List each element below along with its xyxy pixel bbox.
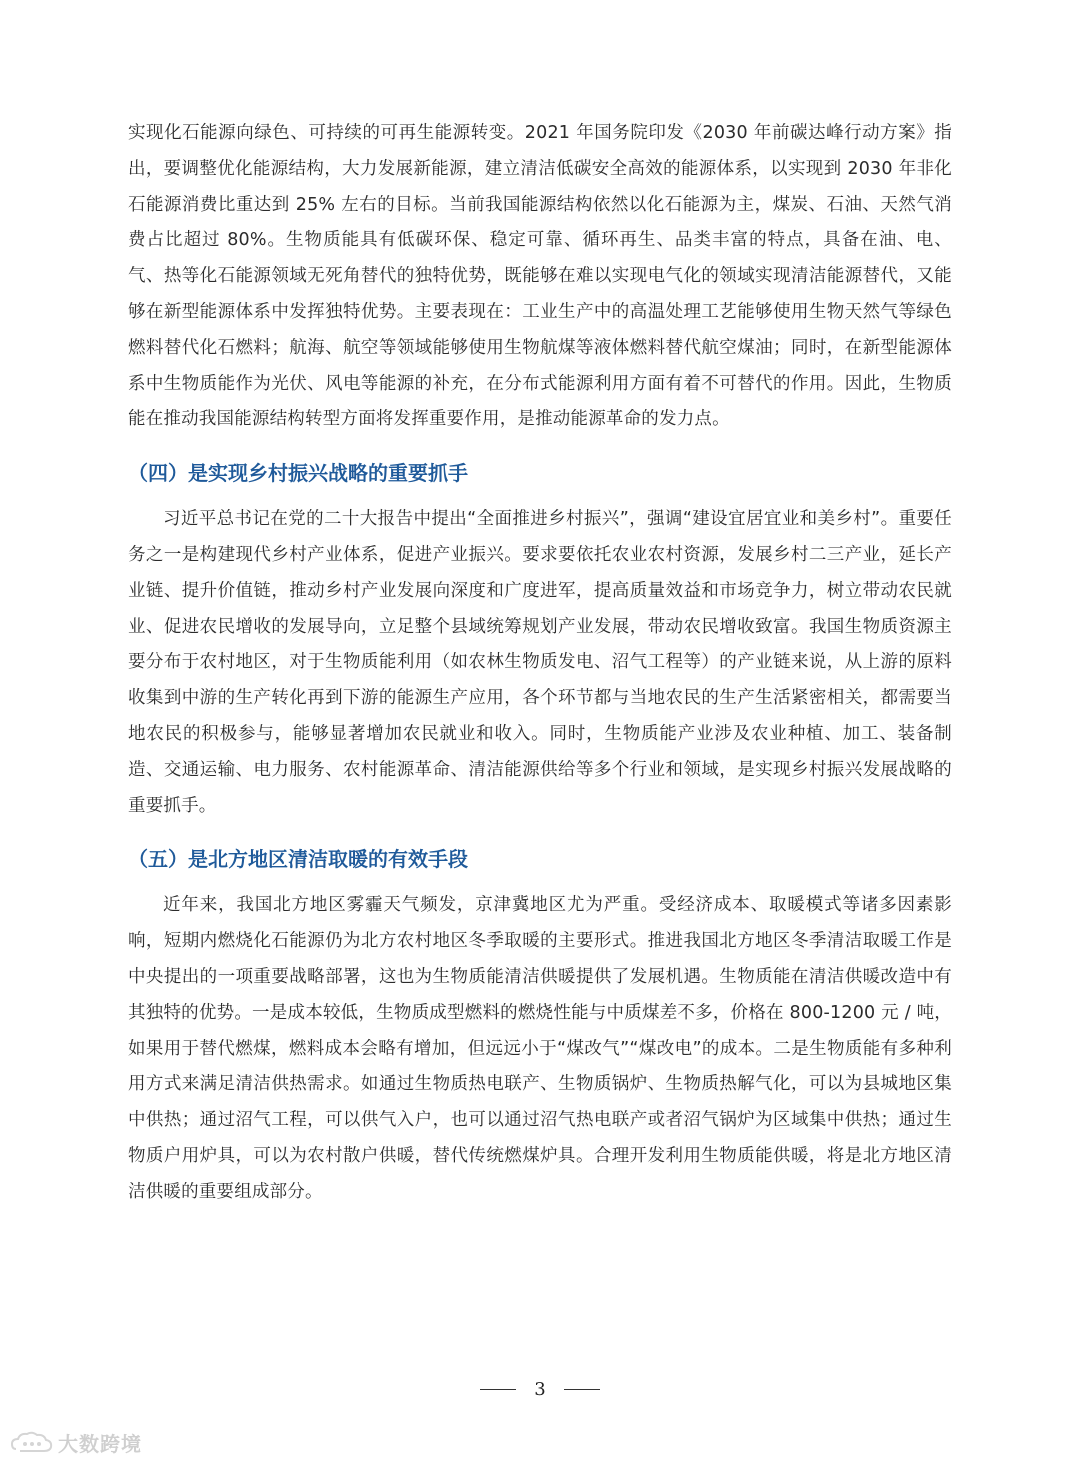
section-heading-rural-revitalization: （四）是实现乡村振兴战略的重要抓手 [128, 461, 468, 486]
paragraph-clean-heating: 近年来，我国北方地区雾霾天气频发，京津冀地区尤为严重。受经济成本、取暖模式等诸多因素影响，短期内燃烧化石能源仍为北方农村地区冬季取暖的主要形式。推进我国北方地区冬季清洁取暖工作是中央提出的一项重要战略部署，这也为生物质能清洁供暖提供了发展机遇。生物质能在清洁供暖改造中有其独特的优势。一是成本较低，生物质成型燃料的燃烧性能与中质煤差不多，价格在 800-1200 元 / 吨，如果用于替代燃煤，燃料成本会略有增加，但远远小于“煤改气”“煤改电”的成本。二是生物质能有多种利用方式来满足清洁供热需求。如通过生物质热电联产、生物质锅炉、生物质热解气化，可以为县城地区集中供热；通过沼气工程，可以供气入户，也可以通过沼气热电联产或者沼气锅炉为区域集中供热；通过生物质户用炉具，可以为农村散户供暖，替代传统燃煤炉具。合理开发利用生物质能供暖，将是北方地区清洁供暖的重要组成部分。 [128, 895, 952, 1202]
section-heading-clean-heating: （五）是北方地区清洁取暖的有效手段 [128, 847, 468, 872]
watermark [10, 1428, 142, 1457]
watermark-text: 大数跨境 [58, 1432, 142, 1456]
page-number: 3 [534, 1378, 546, 1400]
paragraph-rural-revitalization: 习近平总书记在党的二十大报告中提出“全面推进乡村振兴”，强调“建设宜居宜业和美乡村”。重要任务之一是构建现代乡村产业体系，促进产业振兴。要求要依托农业农村资源，发展乡村二三产业，延长产业链、提升价值链，推动乡村产业发展向深度和广度进军，提高质量效益和市场竞争力，树立带动农民就业、促进农民增收的发展导向，立足整个县域统筹规划产业发展，带动农民增收致富。我国生物质资源主要分布于农村地区，对于生物质能利用（如农林生物质发电、沼气工程等）的产业链来说，从上游的原料收集到中游的生产转化再到下游的能源生产应用，各个环节都与当地农民的生产生活紧密相关，都需要当地农民的积极参与，能够显著增加农民就业和收入。同时，生物质能产业涉及农业种植、加工、装备制造、交通运输、电力服务、农村能源革命、清洁能源供给等多个行业和领域，是实现乡村振兴发展战略的重要抓手。 [128, 509, 952, 816]
cloud-logo-icon [10, 1429, 54, 1457]
page-footer [0, 1374, 1080, 1404]
document-page [128, 116, 952, 1211]
footer-rule-right [564, 1389, 600, 1390]
paragraph-energy-transition: 实现化石能源向绿色、可持续的可再生能源转变。2021 年国务院印发《2030 年前碳达峰行动方案》指出，要调整优化能源结构，大力发展新能源，建立清洁低碳安全高效的能源体系，以实现到 2030 年非化石能源消费比重达到 25% 左右的目标。当前我国能源结构依然以化石能源为主，煤炭、石油、天然气消费占比超过 80%。生物质能具有低碳环保、稳定可靠、循环再生、品类丰富的特点，具备在油、电、气、热等化石能源领域无死角替代的独特优势，既能够在难以实现电气化的领域实现清洁能源替代，又能够在新型能源体系中发挥独特优势。主要表现在：工业生产中的高温处理工艺能够使用生物天然气等绿色燃料替代化石燃料；航海、航空等领域能够使用生物航煤等液体燃料替代航空煤油；同时，在新型能源体系中生物质能作为光伏、风电等能源的补充，在分布式能源利用方面有着不可替代的作用。因此，生物质能在推动我国能源结构转型方面将发挥重要作用，是推动能源革命的发力点。 [128, 123, 952, 430]
footer-rule-left [480, 1389, 516, 1390]
